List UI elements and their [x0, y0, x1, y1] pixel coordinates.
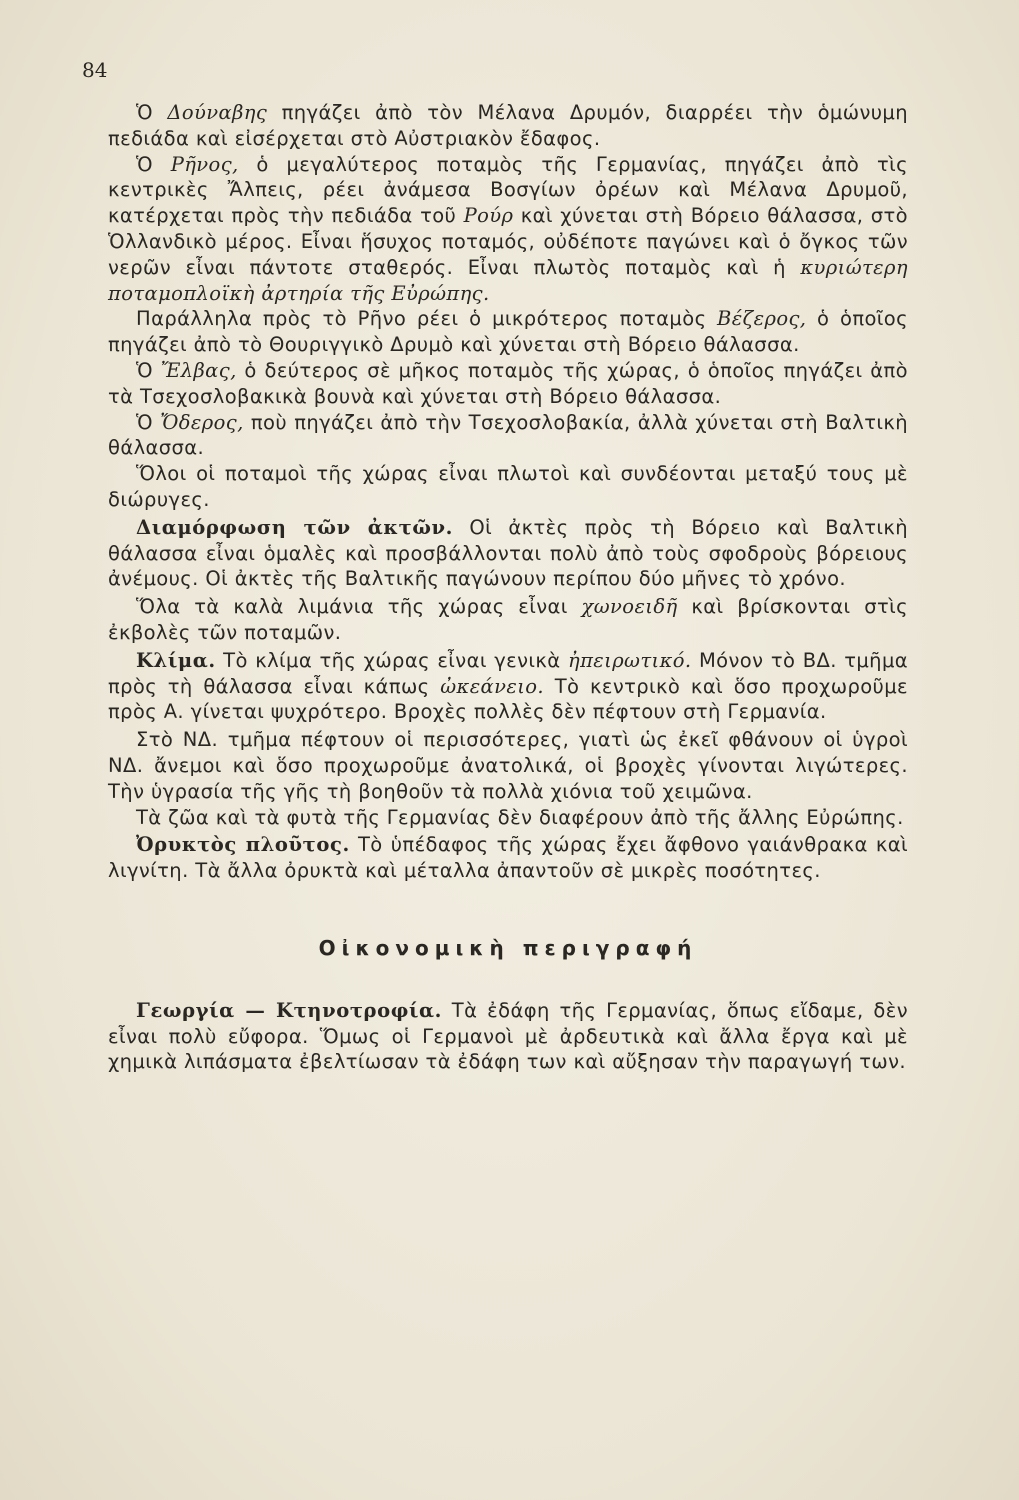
text: καὶ βρίσκονται στὶς ἐκβολὲς τῶν ποταμῶν. [108, 595, 908, 644]
text: Τὸ κλίμα τῆς χώρας εἶναι γενικὰ [215, 648, 568, 672]
river-name: Ἔλβας, [160, 358, 237, 382]
paragraph-mineral-wealth [108, 832, 908, 884]
subheading: Γεωργία — Κτηνοτροφία. [136, 998, 442, 1022]
text: Οἱ ἀκτὲς πρὸς τὴ Βόρειο καὶ Βαλτικὴ θάλασσα εἶναι ὁμαλὲς καὶ προσβάλλονται πολὺ ἀπὸ τοὺς σφοδροὺς βόρειους ἀνέμους. Οἱ ἀκτὲς τῆς Βαλτικῆς παγώνουν περίπου δύο μῆνες τὸ χρόνο. [108, 515, 908, 591]
body-text [108, 100, 908, 1075]
subheading: Κλίμα. [136, 648, 216, 672]
subheading: Διαμόρφωση τῶν ἀκτῶν. [136, 515, 454, 539]
emphasis: ἠπειρωτικό. [567, 648, 692, 672]
paragraph-rainfall: Στὸ ΝΔ. τμῆμα πέφτουν οἱ περισσότερες, γιατὶ ὡς ἐκεῖ φθάνουν οἱ ὑγροὶ ΝΔ. ἄνεμοι καὶ ὅσο προχωροῦμε ἀνατολικά, οἱ βροχὲς γίνονται λιγώτερες. Τὴν ὑγρασία τῆς γῆς τὴ βοηθοῦν τὰ πολλὰ χιόνια τοῦ χειμῶνα. [108, 728, 908, 803]
paragraph-climate [108, 648, 908, 725]
page-number: 84 [82, 58, 108, 82]
text: Ὁ [136, 410, 161, 434]
paragraph-agriculture [108, 998, 908, 1075]
river-name: Δούναβης [167, 101, 268, 124]
text: Ὁ [136, 101, 168, 124]
paragraph-danube [108, 100, 908, 152]
paragraph-coasts [108, 515, 908, 592]
river-name: Ὄδερος, [160, 410, 244, 434]
region-name: Ρούρ [463, 204, 514, 228]
text: Τὸ ὑπέδαφος τῆς χώρας ἔχει ἄφθονο γαιάνθρακα καὶ λιγνίτη. Τὰ ἄλλα ὀρυκτὰ καὶ μέταλλα ἀπαντοῦν σὲ μικρὲς ποσότητες. [108, 833, 908, 883]
paragraph-oder [108, 410, 908, 462]
emphasis: ὠκεάνειο. [440, 674, 545, 698]
text: ὁ μεγαλύτερος ποταμὸς τῆς Γερμανίας, πηγάζει ἀπὸ τὶς κεντρικὲς Ἄλπεις, ρέει ἀνάμεσα Βοσγίων ὀρέων καὶ Μέλανα Δρυμοῦ, κατέρχεται πρὸς τὴν πεδιάδα τοῦ [108, 152, 908, 228]
paragraph-fauna-flora: Τὰ ζῶα καὶ τὰ φυτὰ τῆς Γερμανίας δὲν διαφέρουν ἀπὸ τῆς ἄλλης Εὐρώπης. [136, 805, 904, 829]
text: ὁ ὁποῖος πηγάζει ἀπὸ τὸ Θουριγγικὸ Δρυμὸ καὶ χύνεται στὴ Βόρειο θάλασσα. [108, 307, 908, 357]
river-name: Ρῆνος, [170, 152, 239, 176]
text: ποὺ πηγάζει ἀπὸ τὴν Τσεχοσλοβακία, ἀλλὰ χύνεται στὴ Βαλτικὴ θάλασσα. [108, 410, 908, 460]
emphasis: χωνοειδῆ [581, 595, 678, 619]
text: Ὁ [136, 358, 161, 382]
text: πηγάζει ἀπὸ τὸν Μέλανα Δρυμόν, διαρρέει τὴν ὁμώνυμη πεδιάδα καὶ εἰσέρχεται στὸ Αὐστριακὸν ἔδαφος. [108, 101, 908, 150]
paragraph-harbors [108, 594, 908, 646]
text: Τὰ ἐδάφη τῆς Γερμανίας, ὅπως εἴδαμε, δὲν εἶναι πολὺ εὔφορα. Ὅμως οἱ Γερμανοὶ μὲ ἀρδευτικὰ καὶ ἄλλα ἔργα καὶ μὲ χημικὰ λιπάσματα ἐβελτίωσαν τὰ ἐδάφη των καὶ αὔξησαν τὴν παραγωγή των. [108, 998, 908, 1074]
paragraph-elbe [108, 358, 908, 410]
section-heading: Οἰκονομικὴ περιγραφή [318, 935, 698, 960]
subheading: Ὀρυκτὸς πλοῦτος. [136, 833, 350, 857]
text: Παράλληλα πρὸς τὸ Ρῆνο ρέει ὁ μικρότερος ποταμὸς [136, 307, 718, 331]
text: Μόνον τὸ ΒΔ. τμῆμα πρὸς τὴ θάλασσα εἶναι κάπως [108, 648, 909, 698]
paragraph-navigable-rivers: Ὅλοι οἱ ποταμοὶ τῆς χώρας εἶναι πλωτοὶ καὶ συνδέονται μεταξύ τους μὲ διώρυγες. [108, 462, 908, 511]
emphasis: κυριώτερη ποταμοπλοϊκὴ ἀρτηρία τῆς Εὐρώπης. [108, 255, 908, 305]
text: Τὸ κεντρικὸ καὶ ὅσο προχωροῦμε πρὸς Α. γίνεται ψυχρότερο. Βροχὲς πολλὲς δὲν πέφτουν στὴ Γερμανία. [108, 674, 908, 724]
text: ὁ δεύτερος σὲ μῆκος ποταμὸς τῆς χώρας, ὁ ὁποῖος πηγάζει ἀπὸ τὰ Τσεχοσλοβακικὰ βουνὰ καὶ χύνεται στὴ Βόρειο θάλασσα. [108, 358, 908, 408]
text: Ὁ [136, 152, 171, 176]
text: Ὅλα τὰ καλὰ λιμάνια τῆς χώρας εἶναι [136, 595, 582, 619]
river-name: Βέζερος, [717, 307, 807, 331]
paragraph-rhine [108, 152, 908, 307]
paragraph-weser [108, 306, 908, 358]
text: καὶ χύνεται στὴ Βόρειο θάλασσα, στὸ Ὁλλανδικὸ μέρος. Εἶναι ἥσυχος ποταμός, οὐδέποτε παγώνει καὶ ὁ ὄγκος τῶν νερῶν εἶναι πάντοτε σταθερός. Εἶναι πλωτὸς ποταμὸς καὶ ἡ [108, 204, 908, 279]
